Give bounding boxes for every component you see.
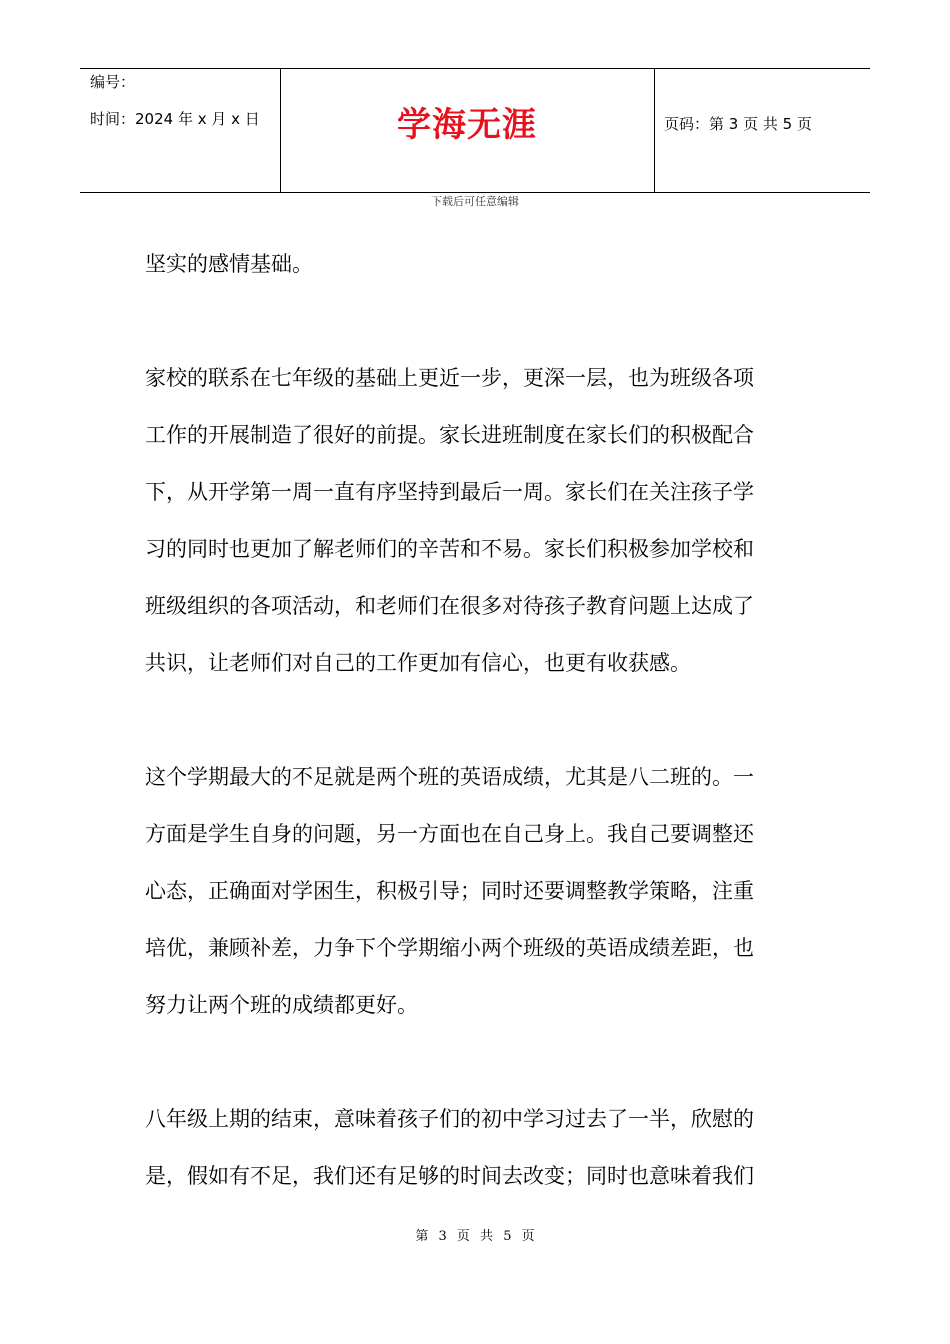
document-number-label: 编号： [90,73,136,91]
page-footer: 第 3 页 共 5 页 [415,1229,535,1244]
text-line: 努力让两个班的成绩都更好。 [145,993,418,1017]
header-divider-right [654,69,655,192]
text-line: 这个学期最大的不足就是两个班的英语成绩，尤其是八二班的。一 [145,765,754,789]
text-line: 下，从开学第一周一直有序坚持到最后一周。家长们在关注孩子学 [145,480,754,504]
paragraph [145,749,807,1034]
document-title: 学海无涯 [397,105,537,145]
paragraph [145,1091,807,1205]
document-body [145,236,807,1205]
paragraph [145,236,807,293]
editable-note: 下载后可任意编辑 [431,195,519,208]
text-line: 家校的联系在七年级的基础上更近一步，更深一层，也为班级各项 [145,366,754,390]
text-line: 心态，正确面对学困生，积极引导；同时还要调整教学策略，注重 [145,879,754,903]
text-line: 是，假如有不足，我们还有足够的时间去改变；同时也意味着我们 [145,1164,754,1188]
text-line: 班级组织的各项活动，和老师们在很多对待孩子教育问题上达成了 [145,594,754,618]
document-header-table [80,68,870,193]
document-time-label: 时间：2024 年 x 月 x 日 [90,110,260,128]
paragraph [145,350,807,692]
text-line: 方面是学生自身的问题，另一方面也在自己身上。我自己要调整还 [145,822,754,846]
text-line: 坚实的感情基础。 [145,252,313,276]
text-line: 工作的开展制造了很好的前提。家长进班制度在家长们的积极配合 [145,423,754,447]
text-line: 八年级上期的结束，意味着孩子们的初中学习过去了一半，欣慰的 [145,1107,754,1131]
text-line: 习的同时也更加了解老师们的辛苦和不易。家长们积极参加学校和 [145,537,754,561]
text-line: 培优，兼顾补差，力争下个学期缩小两个班级的英语成绩差距，也 [145,936,754,960]
header-page-info: 页码：第 3 页 共 5 页 [664,115,812,133]
text-line: 共识，让老师们对自己的工作更加有信心，也更有收获感。 [145,651,691,675]
